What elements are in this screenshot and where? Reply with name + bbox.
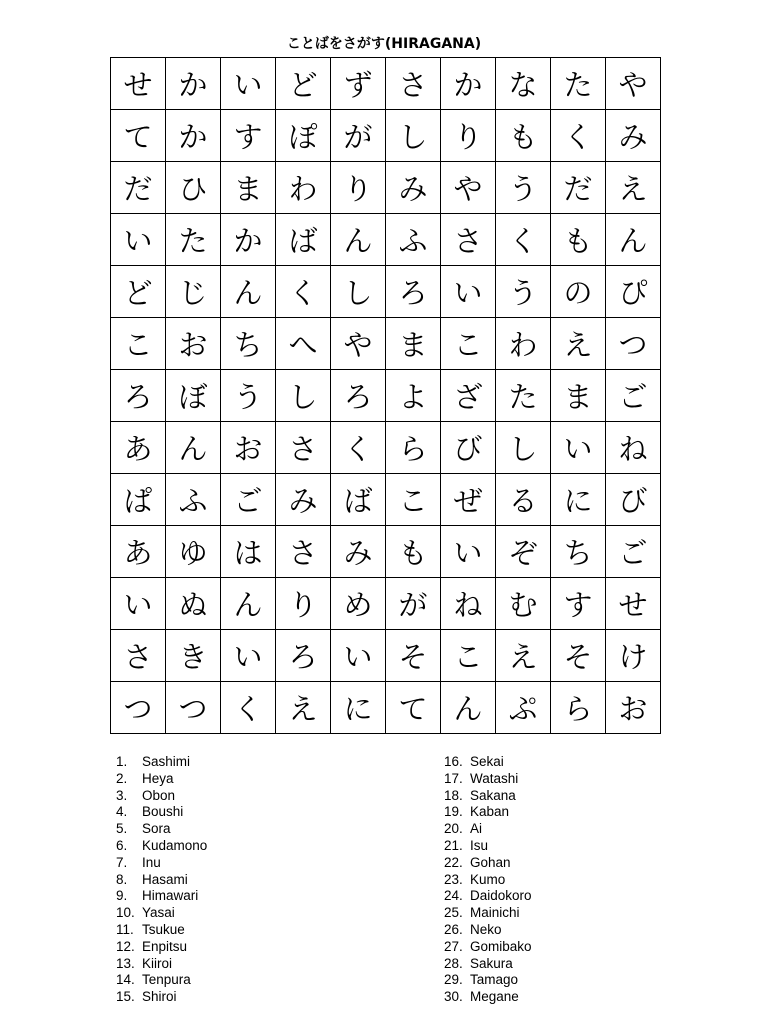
grid-cell[interactable]: く [495, 213, 551, 266]
grid-cell[interactable]: が [330, 109, 386, 162]
word-list-item [116, 855, 336, 872]
word-text: Isu [470, 837, 489, 853]
grid-cell[interactable]: え [495, 629, 551, 682]
grid-cell[interactable]: ろ [385, 265, 441, 318]
grid-cell[interactable]: ん [330, 213, 386, 266]
grid-cell[interactable]: ま [550, 369, 606, 422]
grid-cell[interactable]: ぱ [110, 473, 166, 526]
grid-cell[interactable]: え [605, 161, 661, 214]
grid-cell[interactable]: じ [165, 265, 221, 318]
grid-cell[interactable]: び [440, 421, 496, 474]
word-number: 22. [444, 854, 463, 870]
grid-cell[interactable]: ね [440, 577, 496, 630]
word-number: 8. [116, 871, 128, 887]
word-number: 11. [116, 921, 134, 937]
grid-cell[interactable]: い [440, 525, 496, 578]
grid-cell[interactable]: ひ [165, 161, 221, 214]
grid-cell[interactable]: こ [385, 473, 441, 526]
word-number: 23. [444, 871, 463, 887]
grid-cell[interactable]: く [220, 681, 276, 734]
word-list-item [444, 838, 664, 855]
grid-cell[interactable]: せ [110, 57, 166, 110]
grid-cell[interactable]: ぬ [165, 577, 221, 630]
word-text: Tenpura [142, 972, 191, 988]
grid-cell[interactable]: ふ [385, 213, 441, 266]
word-text: Kaban [470, 804, 510, 820]
word-list-item [116, 905, 336, 922]
grid-cell[interactable]: ん [220, 265, 276, 318]
grid-cell[interactable]: な [495, 57, 551, 110]
grid-cell[interactable]: さ [275, 421, 331, 474]
word-text: Yasai [142, 905, 175, 921]
word-number: 28. [444, 955, 463, 971]
grid-cell[interactable]: お [220, 421, 276, 474]
word-number: 19. [444, 804, 463, 820]
grid-cell[interactable]: す [220, 109, 276, 162]
grid-cell[interactable]: ふ [165, 473, 221, 526]
grid-cell[interactable]: み [605, 109, 661, 162]
grid-cell[interactable]: だ [110, 161, 166, 214]
grid-cell[interactable]: い [220, 629, 276, 682]
grid-cell[interactable]: い [220, 57, 276, 110]
grid-cell[interactable]: ご [605, 369, 661, 422]
grid-cell[interactable]: せ [605, 577, 661, 630]
word-text: Gomibako [470, 938, 532, 954]
grid-cell[interactable]: き [165, 629, 221, 682]
grid-cell[interactable]: つ [165, 681, 221, 734]
grid-cell[interactable]: だ [550, 161, 606, 214]
word-text: Kumo [470, 871, 506, 887]
word-list-item [116, 888, 336, 905]
grid-cell[interactable]: す [550, 577, 606, 630]
grid-cell[interactable]: の [550, 265, 606, 318]
word-search-grid [110, 57, 660, 733]
grid-cell[interactable]: か [440, 57, 496, 110]
grid-cell[interactable]: も [495, 109, 551, 162]
grid-cell[interactable]: か [165, 109, 221, 162]
grid-cell[interactable]: た [165, 213, 221, 266]
word-text: Himawari [142, 888, 199, 904]
word-text: Shiroi [142, 989, 177, 1005]
word-text: Mainichi [470, 905, 520, 921]
grid-cell[interactable]: ぽ [275, 109, 331, 162]
grid-cell[interactable]: い [550, 421, 606, 474]
grid-cell[interactable]: も [385, 525, 441, 578]
grid-cell[interactable]: て [110, 109, 166, 162]
grid-cell[interactable]: お [605, 681, 661, 734]
grid-cell[interactable]: し [385, 109, 441, 162]
grid-cell[interactable]: ば [330, 473, 386, 526]
word-list-item [444, 821, 664, 838]
word-number: 7. [116, 854, 128, 870]
word-text: Kiiroi [142, 955, 173, 971]
word-text: Sashimi [142, 754, 191, 769]
word-number: 10. [116, 905, 135, 921]
grid-cell[interactable]: り [275, 577, 331, 630]
grid-cell[interactable]: ず [330, 57, 386, 110]
grid-cell[interactable]: め [330, 577, 386, 630]
grid-cell[interactable]: や [440, 161, 496, 214]
word-text: Kudamono [142, 837, 208, 853]
word-list-item [116, 939, 336, 956]
word-number: 25. [444, 905, 463, 921]
grid-cell[interactable]: び [605, 473, 661, 526]
word-list-item [444, 804, 664, 821]
word-list-item [116, 922, 336, 939]
word-number: 29. [444, 972, 463, 988]
word-list-item [116, 972, 336, 989]
word-list-item [444, 956, 664, 973]
grid-cell[interactable]: つ [110, 681, 166, 734]
grid-cell[interactable]: そ [385, 629, 441, 682]
word-number: 30. [444, 989, 463, 1005]
grid-cell[interactable]: く [275, 265, 331, 318]
word-text: Tamago [470, 972, 519, 988]
word-list-item [444, 905, 664, 922]
word-list-right [444, 754, 664, 1006]
grid-cell[interactable]: え [275, 681, 331, 734]
grid-cell[interactable]: さ [110, 629, 166, 682]
grid-cell[interactable]: ね [605, 421, 661, 474]
word-text: Ai [470, 821, 483, 837]
grid-cell[interactable]: つ [605, 317, 661, 370]
grid-cell[interactable]: あ [110, 525, 166, 578]
word-text: Boushi [142, 804, 184, 820]
grid-cell[interactable]: さ [440, 213, 496, 266]
grid-cell[interactable]: み [275, 473, 331, 526]
grid-cell[interactable]: け [605, 629, 661, 682]
word-number: 2. [116, 770, 128, 786]
word-number: 4. [116, 804, 128, 820]
grid-cell[interactable]: ち [220, 317, 276, 370]
grid-cell[interactable]: ち [550, 525, 606, 578]
grid-cell[interactable]: か [220, 213, 276, 266]
word-list-item [116, 838, 336, 855]
grid-cell[interactable]: ば [275, 213, 331, 266]
grid-cell[interactable]: に [330, 681, 386, 734]
word-number: 26. [444, 921, 463, 937]
grid-cell[interactable]: ざ [440, 369, 496, 422]
word-list-item [116, 872, 336, 889]
word-text: Hasami [142, 871, 188, 887]
word-list-item [116, 956, 336, 973]
word-text: Sekai [470, 754, 504, 769]
grid-cell[interactable]: ぜ [440, 473, 496, 526]
word-list-item [116, 771, 336, 788]
grid-cell[interactable]: こ [440, 629, 496, 682]
grid-cell[interactable]: ど [110, 265, 166, 318]
grid-cell[interactable]: ろ [330, 369, 386, 422]
grid-cell[interactable]: く [330, 421, 386, 474]
word-list-item [116, 821, 336, 838]
word-number: 14. [116, 972, 135, 988]
grid-cell[interactable]: ゆ [165, 525, 221, 578]
word-number: 12. [116, 938, 135, 954]
word-list-item [444, 922, 664, 939]
grid-cell[interactable]: こ [440, 317, 496, 370]
grid-cell[interactable]: り [440, 109, 496, 162]
grid-cell[interactable]: さ [275, 525, 331, 578]
word-text: Enpitsu [142, 938, 188, 954]
word-list-item [444, 989, 664, 1006]
word-list-item [444, 888, 664, 905]
grid-cell[interactable]: み [330, 525, 386, 578]
grid-cell[interactable]: ん [440, 681, 496, 734]
word-list-item [116, 754, 336, 771]
word-number: 9. [116, 888, 128, 904]
grid-cell[interactable]: よ [385, 369, 441, 422]
grid-cell[interactable]: か [165, 57, 221, 110]
word-number: 21. [444, 837, 463, 853]
word-number: 16. [444, 754, 463, 769]
word-number: 3. [116, 787, 128, 803]
grid-cell[interactable]: む [495, 577, 551, 630]
grid-cell[interactable]: ぷ [495, 681, 551, 734]
grid-cell[interactable]: さ [385, 57, 441, 110]
word-list-item [444, 872, 664, 889]
grid-cell[interactable]: ん [220, 577, 276, 630]
word-list-left [116, 754, 336, 1006]
grid-cell[interactable]: い [330, 629, 386, 682]
grid-cell[interactable]: う [220, 369, 276, 422]
grid-cell[interactable]: あ [110, 421, 166, 474]
grid-cell[interactable]: ろ [275, 629, 331, 682]
word-number: 18. [444, 787, 463, 803]
grid-cell[interactable]: た [550, 57, 606, 110]
word-list-item [444, 754, 664, 771]
grid-cell[interactable]: は [220, 525, 276, 578]
word-text: Gohan [470, 854, 511, 870]
grid-cell[interactable]: た [495, 369, 551, 422]
grid-cell[interactable]: ぼ [165, 369, 221, 422]
word-text: Watashi [470, 770, 519, 786]
grid-cell[interactable]: ん [605, 213, 661, 266]
word-text: Sora [142, 821, 171, 837]
grid-cell[interactable]: ど [275, 57, 331, 110]
grid-cell[interactable]: て [385, 681, 441, 734]
grid-cell[interactable]: ら [385, 421, 441, 474]
grid-cell[interactable]: い [110, 577, 166, 630]
grid-cell[interactable]: ん [165, 421, 221, 474]
grid-cell[interactable]: ろ [110, 369, 166, 422]
word-list-item [444, 855, 664, 872]
grid-cell[interactable]: ぞ [495, 525, 551, 578]
word-text: Daidokoro [470, 888, 532, 904]
grid-cell[interactable]: い [110, 213, 166, 266]
grid-cell[interactable]: や [330, 317, 386, 370]
word-number: 15. [116, 989, 135, 1005]
grid-cell[interactable]: し [330, 265, 386, 318]
grid-cell[interactable]: わ [275, 161, 331, 214]
grid-cell[interactable]: う [495, 161, 551, 214]
word-number: 6. [116, 837, 128, 853]
grid-cell[interactable]: し [275, 369, 331, 422]
word-text: Sakana [470, 787, 516, 803]
grid-cell[interactable]: へ [275, 317, 331, 370]
word-list-item [116, 804, 336, 821]
grid-cell[interactable]: い [440, 265, 496, 318]
word-list-item [116, 788, 336, 805]
word-text: Sakura [470, 955, 513, 971]
grid-cell[interactable]: ご [605, 525, 661, 578]
grid-cell[interactable]: く [550, 109, 606, 162]
word-list-item [116, 989, 336, 1006]
grid-cell[interactable]: こ [110, 317, 166, 370]
word-text: Heya [142, 770, 174, 786]
grid-cell[interactable]: も [550, 213, 606, 266]
grid-cell[interactable]: う [495, 265, 551, 318]
word-number: 1. [116, 754, 128, 769]
grid-cell[interactable]: る [495, 473, 551, 526]
word-list-item [444, 939, 664, 956]
word-text: Tsukue [142, 921, 185, 937]
page-title: ことばをさがす(HIRAGANA) [286, 36, 482, 52]
word-number: 24. [444, 888, 463, 904]
grid-cell[interactable]: ま [385, 317, 441, 370]
grid-cell[interactable]: り [330, 161, 386, 214]
grid-cell[interactable]: え [550, 317, 606, 370]
grid-cell[interactable]: ま [220, 161, 276, 214]
word-text: Megane [470, 989, 519, 1005]
grid-cell[interactable]: ご [220, 473, 276, 526]
word-list-item [444, 771, 664, 788]
grid-cell[interactable]: し [495, 421, 551, 474]
grid-cell[interactable]: や [605, 57, 661, 110]
grid-cell[interactable]: そ [550, 629, 606, 682]
grid-cell[interactable]: み [385, 161, 441, 214]
word-number: 20. [444, 821, 463, 837]
grid-cell[interactable]: わ [495, 317, 551, 370]
word-text: Inu [142, 854, 161, 870]
grid-cell[interactable]: ら [550, 681, 606, 734]
word-list-item [444, 788, 664, 805]
word-text: Neko [470, 921, 502, 937]
word-number: 27. [444, 938, 463, 954]
word-list-item [444, 972, 664, 989]
word-number: 17. [444, 770, 463, 786]
grid-cell[interactable]: に [550, 473, 606, 526]
grid-cell[interactable]: が [385, 577, 441, 630]
grid-cell[interactable]: ぴ [605, 265, 661, 318]
word-number: 5. [116, 821, 128, 837]
word-text: Obon [142, 787, 176, 803]
word-number: 13. [116, 955, 135, 971]
grid-cell[interactable]: お [165, 317, 221, 370]
